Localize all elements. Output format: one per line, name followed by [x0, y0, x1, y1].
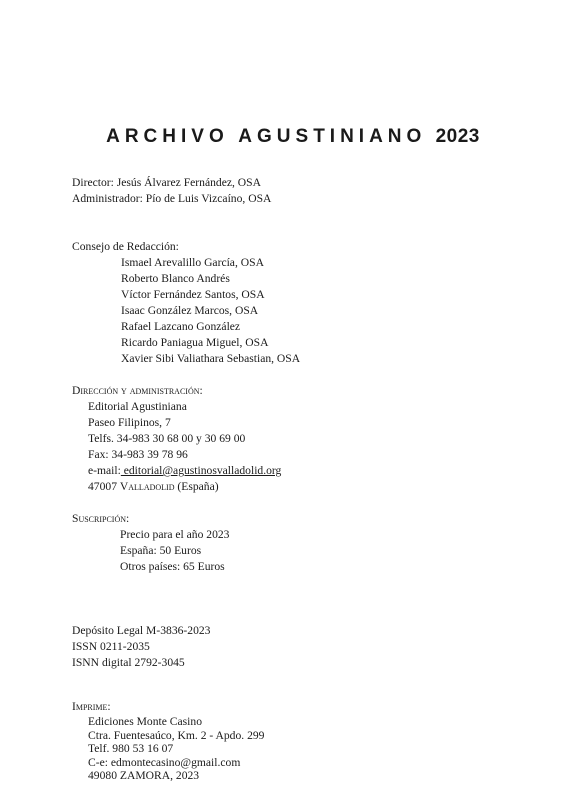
editorial-name: Editorial Agustiniana: [88, 400, 187, 413]
issn: ISSN 0211-2035: [72, 640, 150, 653]
printer-city: 49080 ZAMORA, 2023: [88, 769, 200, 782]
administrador-line: Administrador: Pío de Luis Vizcaíno, OSA: [72, 192, 272, 205]
deposito-legal: Depósito Legal M-3836-2023: [72, 624, 211, 637]
editorial-address: Paseo Filipinos, 7: [88, 416, 171, 429]
printer-address: Ctra. Fuentesaúco, Km. 2 - Apdo. 299: [88, 729, 265, 742]
suscripcion-other: Otros países: 65 Euros: [120, 560, 225, 573]
suscripcion-price: Precio para el año 2023: [120, 528, 230, 541]
consejo-member: Ricardo Paniagua Miguel, OSA: [121, 336, 269, 349]
editorial-telfs: Telfs. 34-983 30 68 00 y 30 69 00: [88, 432, 246, 445]
journal-title: [0, 125, 586, 149]
printer-email: C-e: edmontecasino@gmail.com: [88, 756, 241, 769]
editorial-city-line: [88, 480, 219, 494]
journal-name: ARCHIVO AGUSTINIANO: [106, 126, 427, 147]
consejo-member: Víctor Fernández Santos, OSA: [121, 288, 265, 301]
city-name: Valladolid: [119, 480, 175, 493]
consejo-member: Roberto Blanco Andrés: [121, 272, 230, 285]
director-line: Director: Jesús Álvarez Fernández, OSA: [72, 176, 261, 189]
printer-name: Ediciones Monte Casino: [88, 715, 202, 728]
printer-tel: Telf. 980 53 16 07: [88, 742, 174, 755]
suscripcion-heading: Suscripción:: [72, 512, 130, 525]
postal-code: 47007: [88, 480, 120, 493]
email-label: e-mail:: [88, 464, 121, 477]
consejo-heading: Consejo de Redacción:: [72, 240, 179, 253]
editorial-fax: Fax: 34-983 39 78 96: [88, 448, 188, 461]
consejo-member: Ismael Arevalillo García, OSA: [121, 256, 264, 269]
editorial-email-link[interactable]: editorial@agustinosvalladolid.org: [120, 464, 282, 477]
direccion-heading: Dirección y administración:: [72, 384, 203, 397]
country-name: (España): [174, 480, 219, 493]
consejo-member: Xavier Sibi Valiathara Sebastian, OSA: [121, 352, 301, 365]
imprime-heading: Imprime:: [72, 700, 111, 713]
consejo-member: Isaac González Marcos, OSA: [121, 304, 259, 317]
suscripcion-spain: España: 50 Euros: [120, 544, 202, 557]
editorial-email-line: [88, 464, 281, 478]
journal-year: 2023: [435, 126, 480, 147]
consejo-member: Rafael Lazcano González: [121, 320, 241, 333]
isnn-digital: ISNN digital 2792-3045: [72, 656, 185, 669]
